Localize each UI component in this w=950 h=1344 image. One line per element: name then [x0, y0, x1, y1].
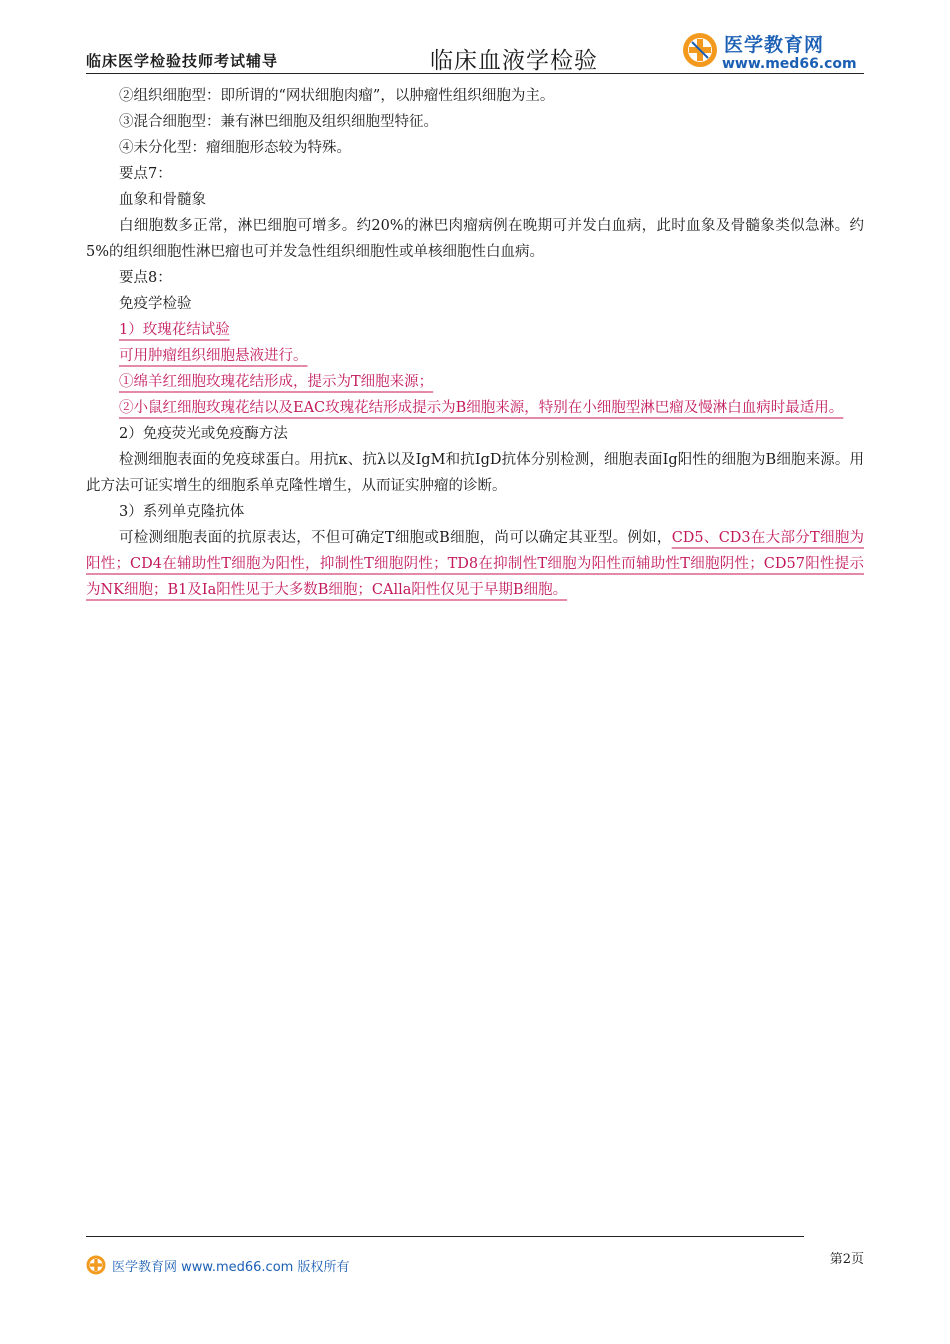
footer-divider — [86, 1236, 804, 1237]
highlighted-text: CD5、CD3在大部分T细胞为阳性；CD4在辅助性T细胞为阳性，抑制性T细胞阴性；TD8在抑制性T细胞为阳性而辅助性T细胞阴性；CD57阳性提示为NK细胞；B1及Ⅰa阳性见于大多数B细胞；CAlla阳性仅见于早期B细胞。 — [86, 530, 864, 598]
paragraph-text: 要点7： — [119, 166, 172, 182]
paragraph — [86, 213, 864, 265]
paragraph-text: 白细胞数多正常，淋巴细胞可增多。约20%的淋巴肉瘤病例在晚期可并发白血病，此时血象及骨髓象类似急淋。约5%的组织细胞性淋巴瘤也可并发急性组织细胞性或单核细胞性白血病。 — [86, 218, 864, 260]
paragraph — [86, 291, 864, 317]
paragraph-text: 3）系列单克隆抗体 — [119, 504, 245, 520]
paragraph-text: ②组织细胞型：即所谓的“网状细胞肉瘤”，以肿瘤性组织细胞为主。 — [119, 88, 555, 104]
paragraph — [86, 369, 864, 395]
paragraph-text: ④未分化型：瘤细胞形态较为特殊。 — [119, 140, 351, 156]
header-course-title: 临床医学检验技师考试辅导 — [86, 52, 279, 70]
med66-footer-logo-icon — [86, 1255, 106, 1275]
logo-name: 医学教育网 — [724, 34, 825, 56]
paragraph — [86, 135, 864, 161]
paragraph — [86, 109, 864, 135]
paragraph-text: 要点8： — [119, 270, 172, 286]
page-header — [86, 28, 864, 74]
footer-copyright: 医学教育网 www.med66.com 版权所有 — [112, 1260, 350, 1275]
paragraph — [86, 161, 864, 187]
paragraph-text: 2）免疫荧光或免疫酶方法 — [119, 426, 288, 442]
paragraph — [86, 447, 864, 499]
header-divider — [86, 73, 864, 74]
page-number: 第2页 — [829, 1252, 864, 1267]
document-body — [86, 83, 864, 603]
logo-url[interactable]: www.med66.com — [722, 56, 857, 72]
paragraph — [86, 317, 864, 343]
paragraph — [86, 343, 864, 369]
paragraph — [86, 265, 864, 291]
page-footer — [86, 1254, 486, 1276]
highlighted-text: 1）玫瑰花结试验 — [119, 322, 230, 338]
paragraph — [86, 187, 864, 213]
highlighted-text: 可用肿瘤组织细胞悬液进行。 — [119, 348, 308, 364]
paragraph — [86, 83, 864, 109]
paragraph-text: 血象和骨髓象 — [119, 192, 206, 208]
paragraph-text: ③混合细胞型：兼有淋巴细胞及组织细胞型特征。 — [119, 114, 438, 130]
paragraph — [86, 525, 864, 603]
site-logo[interactable] — [682, 28, 872, 74]
paragraph — [86, 395, 864, 421]
paragraph — [86, 499, 864, 525]
paragraph-text: 可检测细胞表面的抗原表达，不但可确定T细胞或B细胞，尚可以确定其亚型。例如， — [119, 530, 672, 546]
paragraph — [86, 421, 864, 447]
highlighted-text: ②小鼠红细胞玫瑰花结以及EAC玫瑰花结形成提示为B细胞来源，特别在小细胞型淋巴瘤及慢淋白血病时最适用。 — [119, 400, 844, 416]
paragraph-text: 免疫学检验 — [119, 296, 192, 312]
med66-logo-icon — [682, 32, 718, 68]
highlighted-text: ①绵羊红细胞玫瑰花结形成，提示为T细胞来源； — [119, 374, 434, 390]
paragraph-text: 检测细胞表面的免疫球蛋白。用抗κ、抗λ以及IgM和抗IgD抗体分别检测，细胞表面Ig阳性的细胞为B细胞来源。用此方法可证实增生的细胞系单克隆性增生，从而证实肿瘤的诊断。 — [86, 452, 864, 494]
header-subject-title: 临床血液学检验 — [430, 48, 598, 74]
